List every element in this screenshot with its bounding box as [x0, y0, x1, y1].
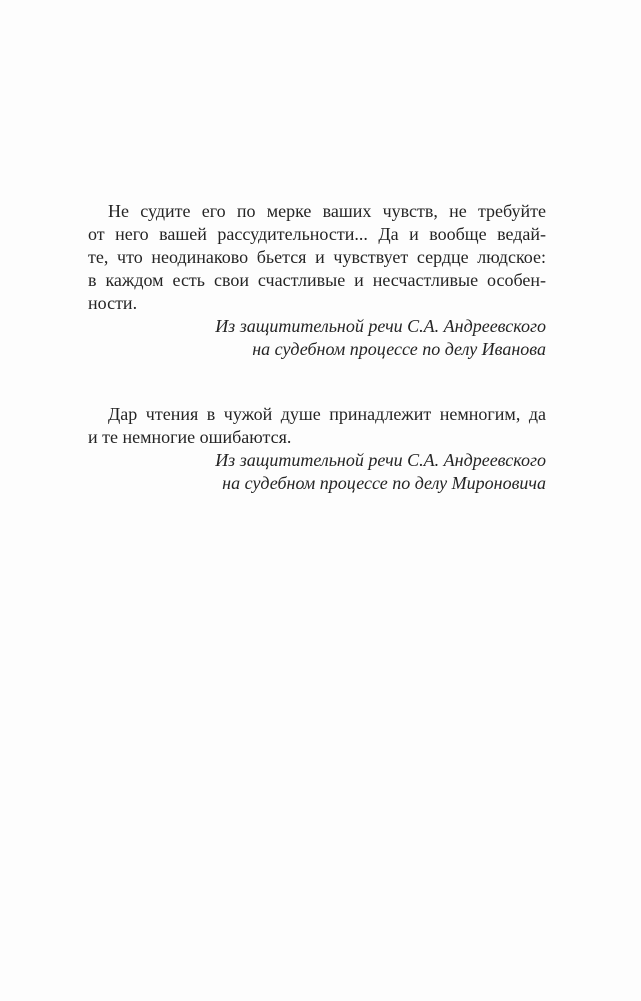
epigraph-text: [88, 200, 546, 315]
epigraph-ivanov: [88, 200, 546, 361]
epigraph-mironovich: [88, 403, 546, 495]
attribution-line: на судебном процессе по делу Мироновича: [222, 473, 546, 493]
text-line: Дар чтения в чужой душе принадлежит немногим, да: [108, 404, 546, 424]
text-line: ности.: [88, 293, 138, 313]
text-line: те, что неодинаково бьется и чувствует сердце людское:: [88, 247, 546, 267]
attribution-line: на судебном процессе по делу Иванова: [252, 339, 546, 359]
epigraph-attribution: [88, 449, 546, 495]
text-line: Не судите его по мерке ваших чувств, не требуйте: [108, 201, 546, 221]
attribution-line: Из защитительной речи С.А. Андреевского: [215, 316, 546, 336]
epigraphs-block: [88, 200, 546, 495]
attribution-line: Из защитительной речи С.А. Андреевского: [215, 450, 546, 470]
text-line: и те немногие ошибаются.: [88, 427, 292, 447]
epigraph-attribution: [88, 315, 546, 361]
epigraph-text: [88, 403, 546, 449]
text-line: в каждом есть свои счастливые и несчастливые особен-: [88, 270, 546, 290]
text-line: от него вашей рассудительности... Да и вообще ведай-: [88, 224, 546, 244]
